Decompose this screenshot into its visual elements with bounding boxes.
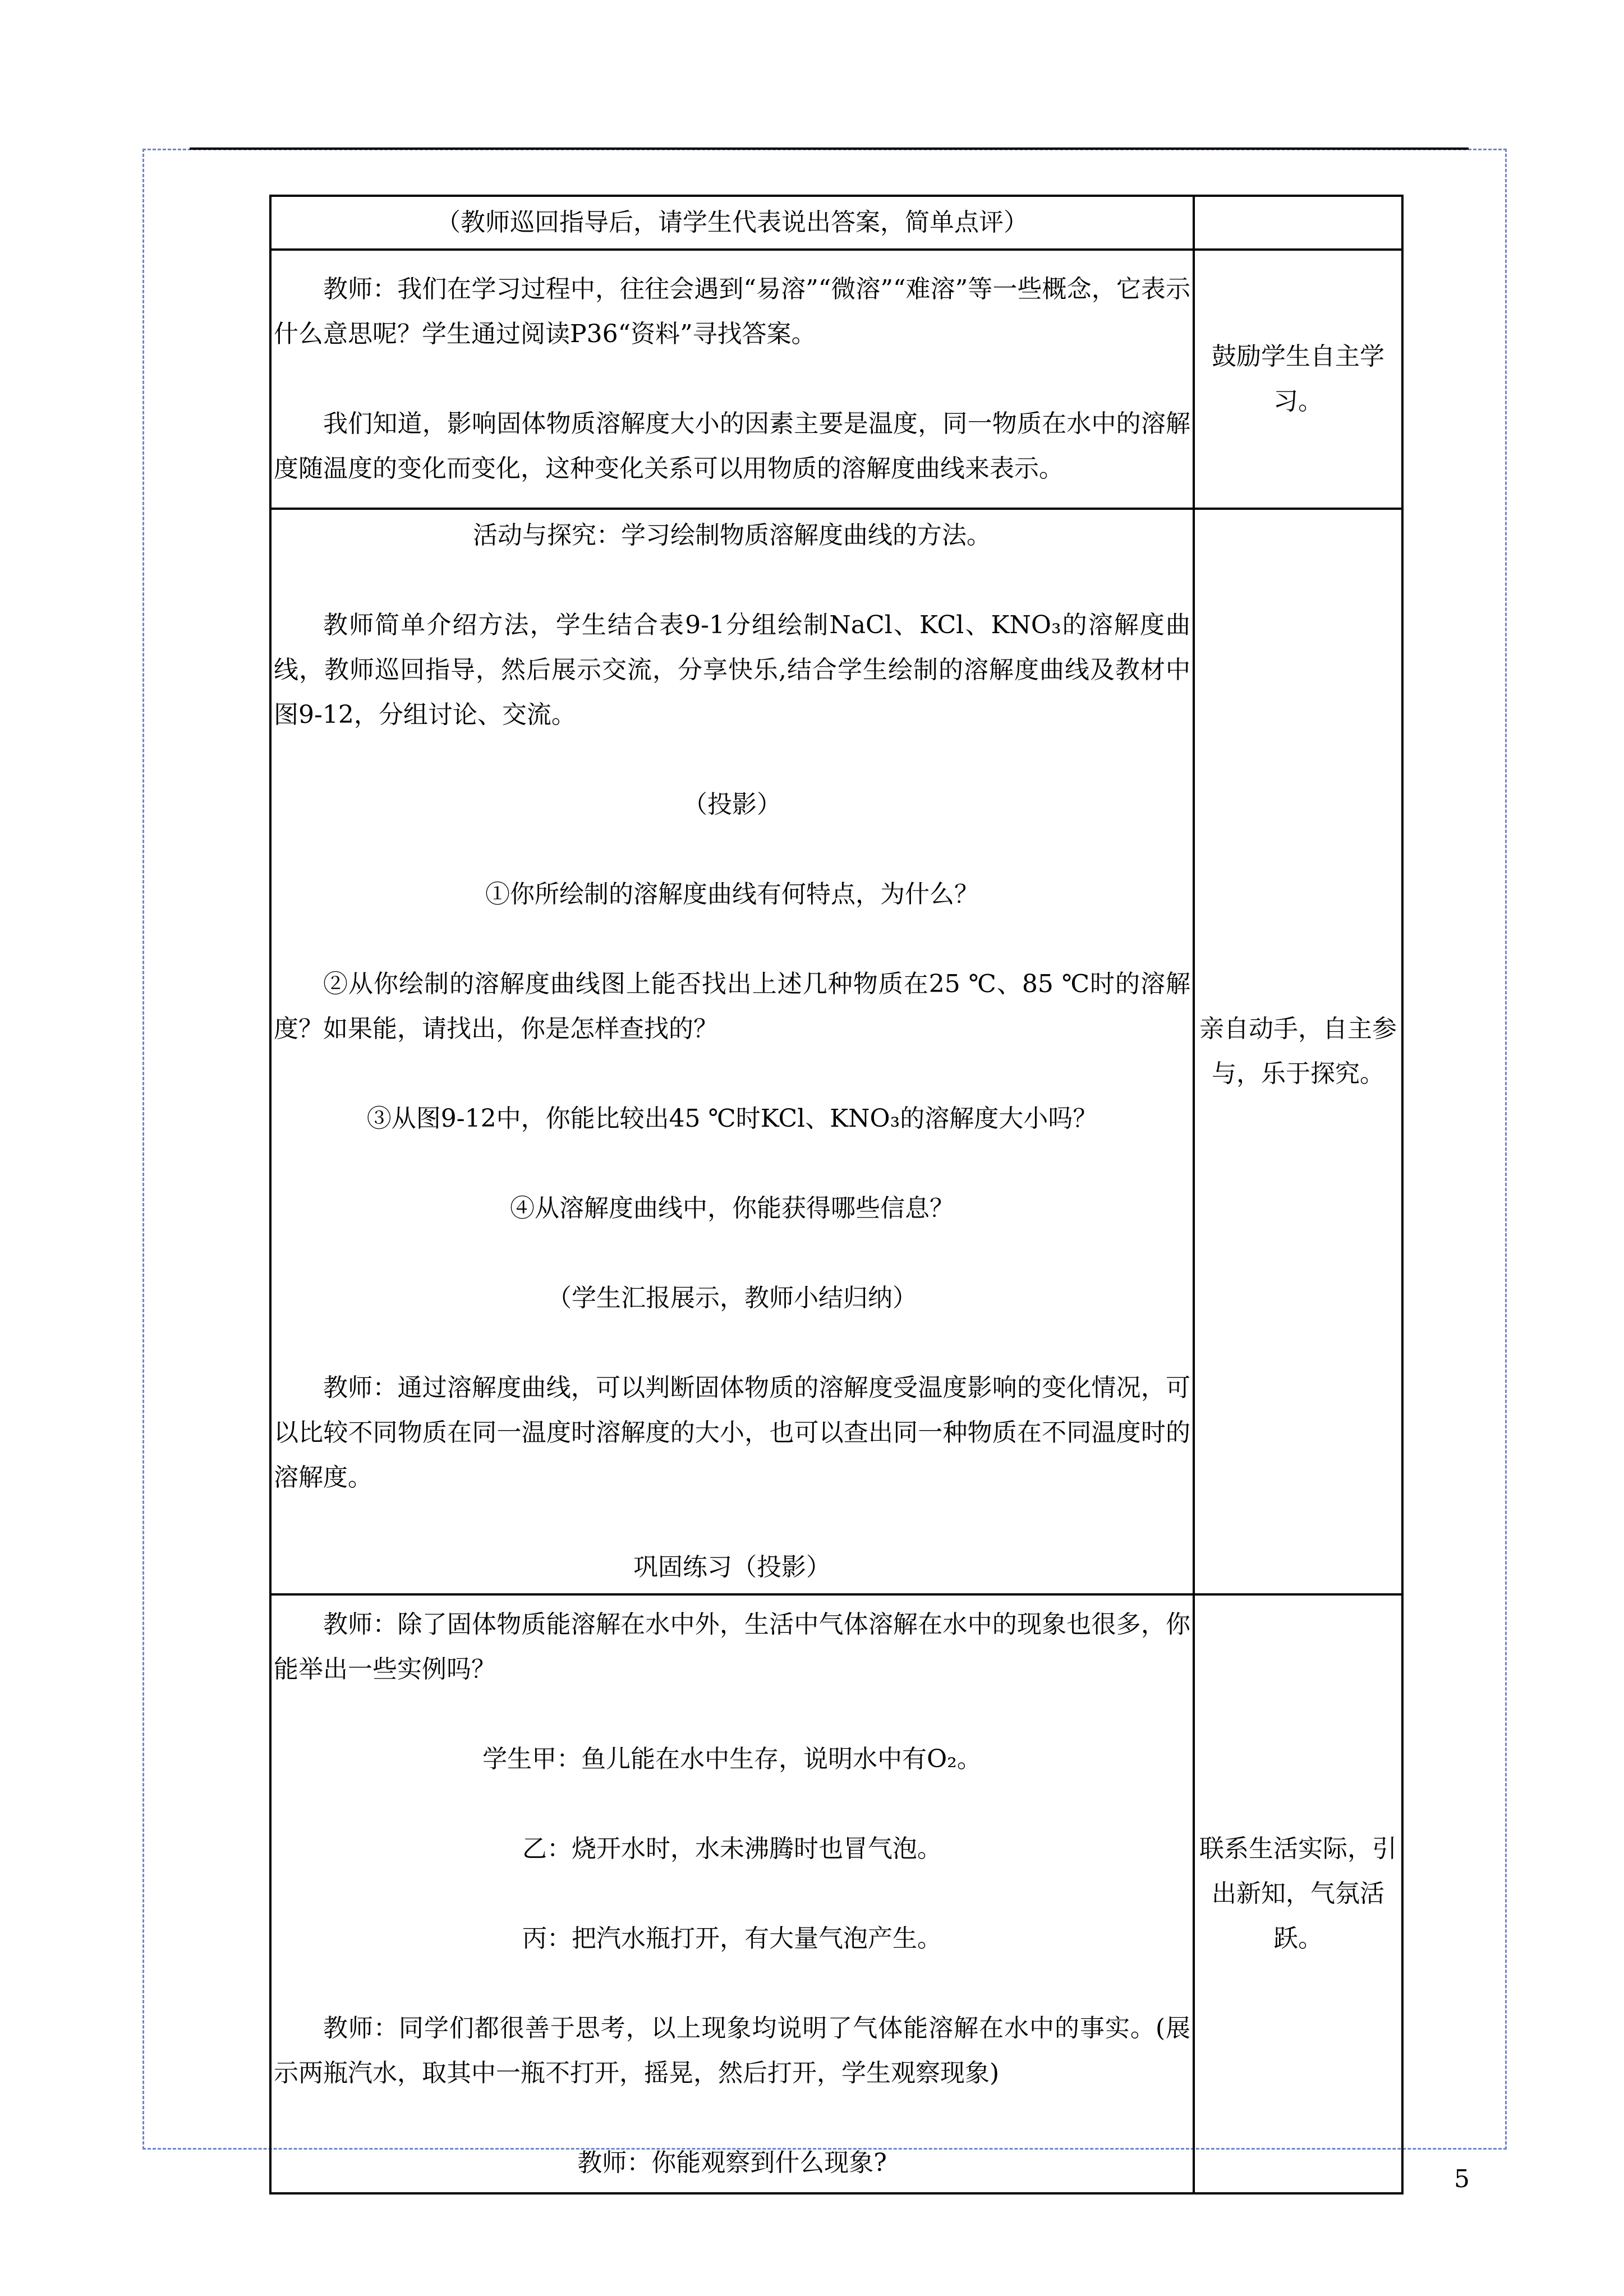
intent-text: 鼓励学生自主学习。 — [1212, 342, 1384, 416]
table-cell-activity — [270, 196, 1194, 250]
table-row — [270, 509, 1402, 1594]
table-cell-activity — [270, 1594, 1194, 2193]
activity-text: （投影） — [683, 790, 781, 819]
activity-text: 教师：我们在学习过程中，往往会遇到“易溶”“微溶”“难溶”等一些概念，它表示什么意思呢？学生通过阅读P36“资料”寻找答案。 — [274, 275, 1190, 348]
activity-text: （学生汇报展示，教师小结归纳） — [547, 1284, 917, 1312]
activity-text: ②从你绘制的溶解度曲线图上能否找出上述几种物质在25 ℃、85 ℃时的溶解度？如果能，请找出，你是怎样查找的？ — [274, 970, 1190, 1043]
intent-text: 联系生活实际，引出新知，气氛活跃。 — [1199, 1834, 1397, 1953]
activity-text: 乙：烧开水时，水未沸腾时也冒气泡。 — [522, 1834, 942, 1863]
table-row — [270, 250, 1402, 509]
table-cell-intent — [1194, 1594, 1402, 2193]
activity-text: ③从图9-12中，你能比较出45 ℃时KCl、KNO₃的溶解度大小吗？ — [366, 1104, 1098, 1133]
header-rule — [190, 147, 1469, 150]
table-cell-intent — [1194, 509, 1402, 1594]
activity-text: （教师巡回指导后，请学生代表说出答案，简单点评） — [436, 208, 1028, 237]
activity-text: 教师：通过溶解度曲线，可以判断固体物质的溶解度受温度影响的变化情况，可以比较不同物质在同一温度时溶解度的大小，也可以查出同一种物质在不同温度时的溶解度。 — [274, 1373, 1190, 1492]
activity-text: 教师：你能观察到什么现象? — [577, 2149, 887, 2177]
table-cell-activity — [270, 250, 1194, 509]
table-cell-intent — [1194, 250, 1402, 509]
table-cell-intent — [1194, 196, 1402, 250]
intent-text: 亲自动手，自主参与，乐于探究。 — [1199, 1015, 1397, 1088]
activity-text: 教师简单介绍方法，学生结合表9-1分组绘制NaCl、KCl、KNO₃的溶解度曲线，教师巡回指导，然后展示交流，分享快乐,结合学生绘制的溶解度曲线及教材中图9-12，分组讨论、交流。 — [274, 611, 1190, 729]
activity-text: 巩固练习（投影） — [633, 1553, 831, 1582]
activity-text: 教师：除了固体物质能溶解在水中外，生活中气体溶解在水中的现象也很多，你能举出一些实例吗？ — [274, 1610, 1190, 1684]
table-cell-activity — [270, 509, 1194, 1594]
activity-text: ①你所绘制的溶解度曲线有何特点，为什么？ — [485, 880, 979, 909]
lesson-plan-table — [269, 195, 1404, 2194]
activity-text: ④从溶解度曲线中，你能获得哪些信息？ — [510, 1194, 954, 1223]
page-number: 5 — [1454, 2165, 1470, 2193]
activity-text: 丙：把汽水瓶打开，有大量气泡产生。 — [522, 1924, 942, 1953]
table-row — [270, 196, 1402, 250]
activity-text: 我们知道，影响固体物质溶解度大小的因素主要是温度，同一物质在水中的溶解度随温度的变化而变化，这种变化关系可以用物质的溶解度曲线来表示。 — [274, 409, 1190, 483]
activity-text: 活动与探究：学习绘制物质溶解度曲线的方法。 — [473, 521, 991, 550]
activity-text: 学生甲：鱼儿能在水中生存，说明水中有O₂。 — [482, 1745, 982, 1773]
activity-text: 教师：同学们都很善于思考，以上现象均说明了气体能溶解在水中的事实。(展示两瓶汽水，取其中一瓶不打开，摇晃，然后打开，学生观察现象) — [274, 2014, 1190, 2087]
table-row — [270, 1594, 1402, 2193]
